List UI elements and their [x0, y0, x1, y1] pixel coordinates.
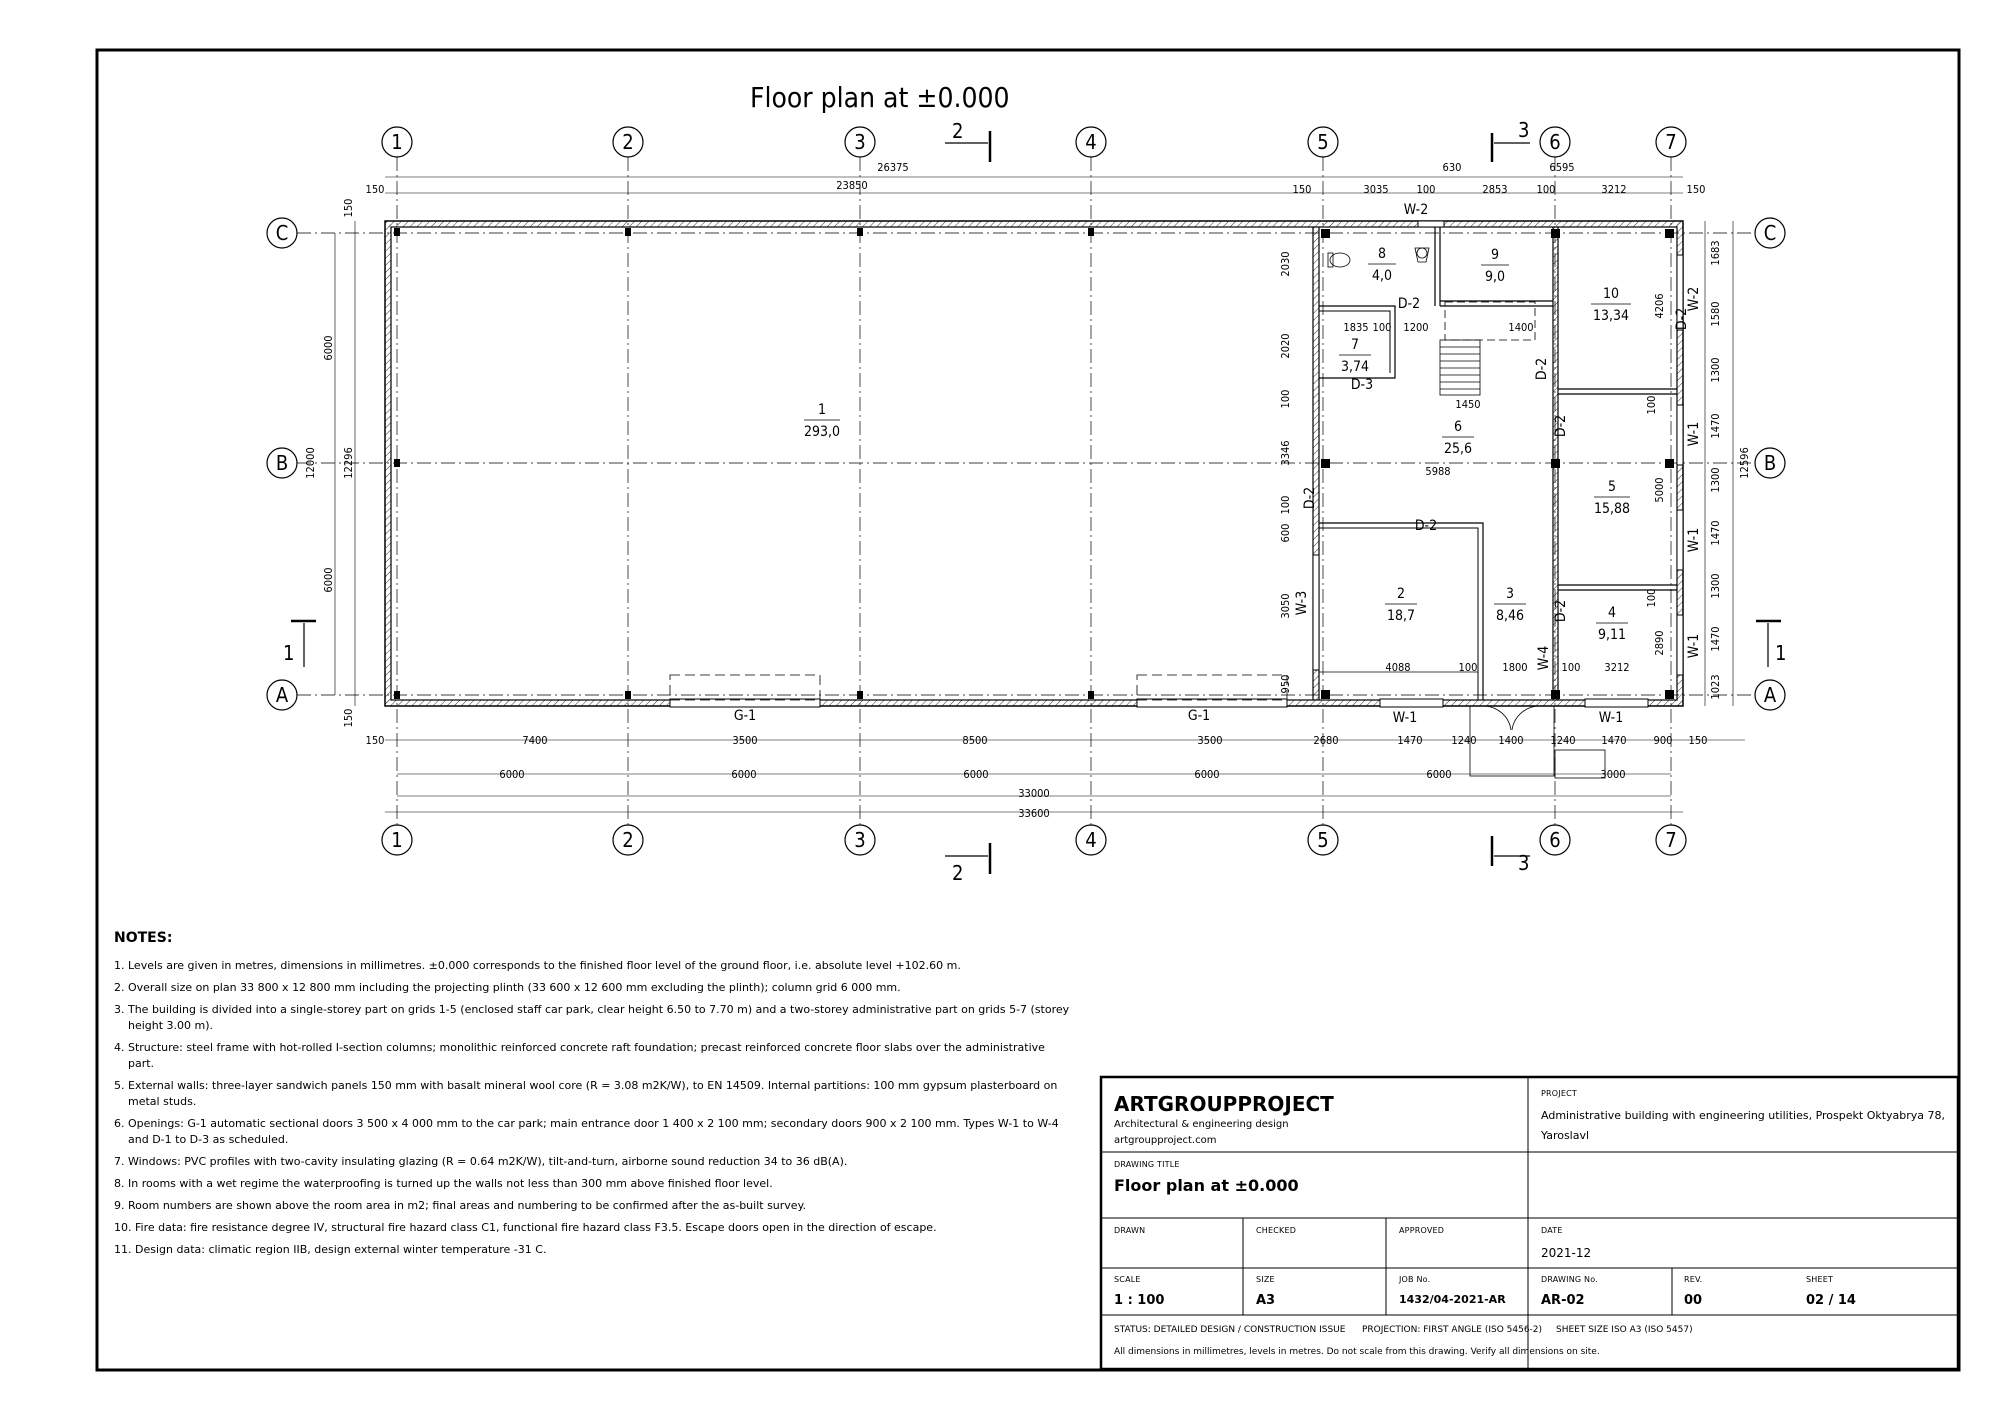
opening-w4: W-4: [1536, 645, 1552, 671]
svg-text:1300: 1300: [1709, 357, 1722, 383]
svg-text:25,6: 25,6: [1443, 441, 1473, 457]
svg-text:26375: 26375: [877, 161, 909, 174]
svg-text:100: 100: [1279, 495, 1292, 515]
svg-text:1400: 1400: [1508, 321, 1534, 334]
project-label: PROJECT: [1541, 1089, 1577, 1098]
sheet-value: 02 / 14: [1806, 1293, 1856, 1308]
axis-C-left: [267, 218, 297, 248]
svg-text:4: 4: [1607, 605, 1617, 621]
opening-w3: W-3: [1294, 590, 1310, 616]
dims-right: [1653, 240, 1751, 699]
axis-5-top: [1308, 127, 1338, 157]
axis-7-top: [1656, 127, 1686, 157]
svg-text:4: 4: [1085, 130, 1097, 154]
columns: [394, 228, 1674, 699]
svg-text:A: A: [1763, 683, 1777, 707]
svg-text:4: 4: [1085, 828, 1097, 852]
projection-text: PROJECTION: FIRST ANGLE (ISO 5456-2): [1362, 1325, 1543, 1335]
svg-text:6: 6: [1549, 130, 1561, 154]
rev-value: 00: [1684, 1293, 1703, 1308]
axis-5-bottom: [1308, 825, 1338, 855]
svg-text:9: 9: [1490, 247, 1500, 263]
grid-lines: [297, 157, 1755, 825]
job-label: JOB No.: [1399, 1275, 1431, 1284]
svg-text:A: A: [275, 683, 289, 707]
svg-text:8500: 8500: [962, 734, 988, 747]
svg-text:3: 3: [854, 828, 866, 852]
svg-text:C: C: [1763, 221, 1777, 245]
status-text: STATUS: DETAILED DESIGN / CONSTRUCTION ISSUE: [1114, 1325, 1346, 1335]
axis-1-top: [382, 127, 412, 157]
svg-text:600: 600: [1279, 523, 1292, 543]
svg-text:5000: 5000: [1653, 477, 1666, 503]
section-mark-2-top: 2: [952, 119, 964, 143]
axis-C-right: [1755, 218, 1785, 248]
drawing-title-value: Floor plan at ±0.000: [1114, 1176, 1299, 1195]
svg-text:3212: 3212: [1604, 661, 1630, 674]
project-line-2: Yaroslavl: [1541, 1129, 1590, 1142]
svg-text:7: 7: [1665, 828, 1677, 852]
room-2: [1385, 586, 1417, 624]
svg-text:C: C: [275, 221, 289, 245]
notes-title: NOTES:: [114, 930, 173, 946]
svg-text:6000: 6000: [963, 768, 989, 781]
svg-text:7: 7: [1350, 337, 1360, 353]
svg-text:5: 5: [1607, 479, 1617, 495]
svg-text:12296: 12296: [342, 447, 355, 479]
svg-text:293,0: 293,0: [803, 424, 841, 440]
date-label: DATE: [1541, 1226, 1563, 1235]
svg-text:8: 8: [1377, 246, 1387, 262]
svg-text:3,74: 3,74: [1340, 359, 1370, 375]
gate-swings: [670, 675, 1287, 700]
svg-text:1450: 1450: [1455, 398, 1481, 411]
date-value: 2021-12: [1541, 1246, 1592, 1260]
svg-text:B: B: [275, 451, 289, 475]
svg-text:1683: 1683: [1709, 240, 1722, 266]
axis-7-bottom: [1656, 825, 1686, 855]
svg-text:5: 5: [1317, 828, 1329, 852]
svg-text:23850: 23850: [836, 179, 868, 192]
note-item: 10. Fire data: fire resistance degree IV, structural fire hazard class C1, functional fire hazard class F3.5. Escape doors open in the direction of escape.: [114, 1221, 937, 1234]
opening-d2-a: D-2: [1397, 296, 1421, 312]
svg-text:12596: 12596: [1738, 447, 1751, 479]
svg-text:3212: 3212: [1601, 183, 1627, 196]
drawing-title-label: DRAWING TITLE: [1114, 1160, 1180, 1169]
svg-text:2680: 2680: [1313, 734, 1339, 747]
svg-text:150: 150: [1686, 183, 1706, 196]
svg-text:3: 3: [1505, 586, 1515, 602]
drawn-label: DRAWN: [1114, 1226, 1146, 1235]
dims-top: [366, 161, 1706, 196]
opening-w1-d: W-1: [1686, 527, 1702, 553]
svg-text:1470: 1470: [1601, 734, 1627, 747]
svg-text:630: 630: [1442, 161, 1462, 174]
svg-text:2030: 2030: [1279, 251, 1292, 277]
svg-text:3346: 3346: [1279, 440, 1292, 466]
opening-d2-f: D-2: [1302, 486, 1318, 510]
svg-text:6000: 6000: [322, 567, 335, 593]
svg-text:2890: 2890: [1653, 630, 1666, 656]
company-website: artgroupproject.com: [1114, 1135, 1217, 1146]
svg-text:1800: 1800: [1502, 661, 1528, 674]
svg-text:150: 150: [1688, 734, 1708, 747]
rev-label: REV.: [1684, 1275, 1703, 1284]
drawing-title: Floor plan at ±0.000: [750, 81, 1010, 114]
drawing-no-label: DRAWING No.: [1541, 1275, 1598, 1284]
svg-text:7400: 7400: [522, 734, 548, 747]
opening-g1-a: G-1: [733, 708, 757, 724]
svg-text:3000: 3000: [1600, 768, 1626, 781]
svg-text:150: 150: [342, 198, 355, 218]
room-6: [1442, 419, 1474, 457]
axis-6-top: [1540, 127, 1570, 157]
note-item: 4. Structure: steel frame with hot-rolled I-section columns; monolithic reinforced concrete raft foundation; precast reinforced concrete floor slabs over the administrative part.: [114, 1041, 1045, 1070]
section-mark-3-bottom: 3: [1518, 851, 1530, 875]
room-4: [1596, 605, 1628, 643]
opening-w2-b: W-2: [1686, 286, 1702, 312]
room-9: [1481, 247, 1509, 285]
svg-text:1470: 1470: [1709, 413, 1722, 439]
svg-text:15,88: 15,88: [1593, 501, 1631, 517]
axis-A-left: [267, 680, 297, 710]
dimension-lines: [335, 177, 1745, 812]
svg-text:100: 100: [1279, 389, 1292, 409]
svg-text:2: 2: [622, 130, 634, 154]
svg-text:1: 1: [817, 402, 827, 418]
disclaimer-text: All dimensions in millimetres, levels in metres. Do not scale from this drawing. Verify all dimensions on site.: [1114, 1347, 1600, 1357]
axis-4-top: [1076, 127, 1106, 157]
opening-w2-a: W-2: [1403, 202, 1429, 218]
svg-text:1470: 1470: [1397, 734, 1423, 747]
note-item: 9. Room numbers are shown above the room area in m2; final areas and numbering to be confirmed after the as-built survey.: [114, 1199, 807, 1212]
opening-d2-d: D-2: [1553, 599, 1569, 623]
axis-2-top: [613, 127, 643, 157]
opening-d2-b: D-2: [1534, 357, 1550, 381]
svg-text:4088: 4088: [1385, 661, 1411, 674]
drawing-no-value: AR-02: [1541, 1293, 1585, 1308]
svg-text:9,11: 9,11: [1597, 627, 1627, 643]
svg-text:1470: 1470: [1709, 520, 1722, 546]
svg-text:5988: 5988: [1425, 465, 1451, 478]
svg-text:2853: 2853: [1482, 183, 1508, 196]
room-1: [804, 402, 840, 440]
svg-text:33600: 33600: [1018, 807, 1050, 820]
company-name: ARTGROUPPROJECT: [1114, 1092, 1334, 1116]
svg-text:3035: 3035: [1363, 183, 1389, 196]
note-item: 2. Overall size on plan 33 800 x 12 800 mm including the projecting plinth (33 600 x 12 600 mm excluding the plinth); column grid 6 000 mm.: [114, 981, 901, 994]
note-item: 3. The building is divided into a single-storey part on grids 1-5 (enclosed staff car park, clear height 6.50 to 7.70 m) and a two-storey administrative part on grids 5-7 (storey height 3.00 m).: [114, 1003, 1070, 1032]
opening-d2-e: D-2: [1674, 307, 1690, 331]
note-item: 8. In rooms with a wet regime the waterproofing is turned up the walls not less than 300 mm above finished floor level.: [114, 1177, 773, 1190]
opening-w1-e: W-1: [1686, 633, 1702, 659]
svg-text:33000: 33000: [1018, 787, 1050, 800]
svg-text:4,0: 4,0: [1371, 268, 1393, 284]
svg-text:3050: 3050: [1279, 593, 1292, 619]
svg-text:150: 150: [1292, 183, 1312, 196]
svg-text:150: 150: [365, 734, 385, 747]
axis-4-bottom: [1076, 825, 1106, 855]
opening-d3: D-3: [1350, 377, 1374, 393]
room-10: [1591, 286, 1631, 324]
svg-text:100: 100: [1561, 661, 1581, 674]
svg-text:100: 100: [1536, 183, 1556, 196]
axis-1-bottom: [382, 825, 412, 855]
section-mark-2-bottom: 2: [952, 861, 964, 885]
room-7: [1339, 337, 1371, 375]
svg-text:6: 6: [1453, 419, 1463, 435]
svg-text:1: 1: [391, 130, 403, 154]
svg-text:3500: 3500: [1197, 734, 1223, 747]
room-3: [1494, 586, 1526, 624]
svg-text:10: 10: [1602, 286, 1620, 302]
svg-text:1: 1: [391, 828, 403, 852]
south-openings: [670, 221, 1683, 707]
building-walls: [385, 221, 1683, 706]
note-item: 5. External walls: three-layer sandwich panels 150 mm with basalt mineral wool core (R = 3.08 m2K/W), to EN 14509. Internal partitions: 100 mm gypsum plasterboard on metal studs.: [114, 1079, 1058, 1108]
svg-text:18,7: 18,7: [1386, 608, 1416, 624]
svg-text:6000: 6000: [499, 768, 525, 781]
svg-text:1200: 1200: [1403, 321, 1429, 334]
svg-text:2: 2: [1396, 586, 1406, 602]
room-5: [1594, 479, 1630, 517]
job-value: 1432/04-2021-AR: [1399, 1293, 1506, 1306]
svg-text:1240: 1240: [1550, 734, 1576, 747]
svg-text:3: 3: [854, 130, 866, 154]
note-item: 1. Levels are given in metres, dimensions in millimetres. ±0.000 corresponds to the finished floor level of the ground floor, i.e. absolute level +102.60 m.: [114, 959, 961, 972]
svg-text:13,34: 13,34: [1592, 308, 1630, 324]
opening-w1-c: W-1: [1686, 421, 1702, 447]
svg-text:150: 150: [365, 183, 385, 196]
svg-text:950: 950: [1279, 674, 1292, 694]
stair: [1440, 302, 1535, 395]
sheet-size-text: SHEET SIZE ISO A3 (ISO 5457): [1556, 1325, 1693, 1335]
axis-B-right: [1755, 448, 1785, 478]
svg-text:6000: 6000: [731, 768, 757, 781]
svg-text:1400: 1400: [1498, 734, 1524, 747]
section-mark-1-right: 1: [1775, 641, 1787, 665]
svg-text:1300: 1300: [1709, 467, 1722, 493]
entrance-porch: [1470, 706, 1605, 778]
svg-text:6000: 6000: [1426, 768, 1452, 781]
svg-text:7: 7: [1665, 130, 1677, 154]
note-item: 6. Openings: G-1 automatic sectional doors 3 500 x 4 000 mm to the car park; main entrance door 1 400 x 2 100 mm; secondary doors 900 x 2 100 mm. Types W-1 to W-4 and D-1 to D-3 as scheduled.: [114, 1117, 1059, 1146]
opening-d2-c: D-2: [1553, 414, 1569, 438]
svg-text:9,0: 9,0: [1484, 269, 1506, 285]
svg-text:8,46: 8,46: [1495, 608, 1525, 624]
axis-A-right: [1755, 680, 1785, 710]
svg-text:900: 900: [1653, 734, 1673, 747]
checked-label: CHECKED: [1256, 1226, 1297, 1235]
svg-text:6000: 6000: [322, 335, 335, 361]
room-8: [1368, 246, 1396, 284]
opening-d2-g: D-2: [1414, 518, 1438, 534]
note-item: 7. Windows: PVC profiles with two-cavity insulating glazing (R = 0.64 m2K/W), tilt-and-turn, airborne sound reduction 34 to 36 dB(A).: [114, 1155, 848, 1168]
svg-text:2020: 2020: [1279, 333, 1292, 359]
svg-text:1300: 1300: [1709, 573, 1722, 599]
svg-text:100: 100: [1645, 395, 1658, 415]
svg-text:6: 6: [1549, 828, 1561, 852]
axis-3-bottom: [845, 825, 875, 855]
svg-text:6595: 6595: [1549, 161, 1575, 174]
sheet-label: SHEET: [1806, 1275, 1834, 1284]
scale-label: SCALE: [1114, 1275, 1141, 1284]
svg-text:3500: 3500: [732, 734, 758, 747]
notes-section: [114, 930, 1074, 1264]
svg-text:2: 2: [622, 828, 634, 852]
section-mark-3-top: 3: [1518, 118, 1530, 142]
axis-3-top: [845, 127, 875, 157]
svg-text:B: B: [1763, 451, 1777, 475]
company-subtitle: Architectural & engineering design: [1114, 1119, 1289, 1130]
svg-text:100: 100: [1645, 588, 1658, 608]
note-item: 11. Design data: climatic region IIB, design external winter temperature -31 C.: [114, 1243, 547, 1256]
svg-text:1240: 1240: [1451, 734, 1477, 747]
svg-text:1835: 1835: [1343, 321, 1369, 334]
svg-text:5: 5: [1317, 130, 1329, 154]
wall-hatching: [385, 221, 1683, 706]
axis-B-left: [267, 448, 297, 478]
svg-text:12000: 12000: [304, 447, 317, 479]
axis-2-bottom: [613, 825, 643, 855]
svg-text:100: 100: [1416, 183, 1436, 196]
size-label: SIZE: [1256, 1275, 1275, 1284]
approved-label: APPROVED: [1399, 1226, 1445, 1235]
opening-w1-b: W-1: [1598, 710, 1624, 726]
project-line-1: Administrative building with engineering utilities, Prospekt Oktyabrya 78,: [1541, 1109, 1946, 1122]
svg-text:1023: 1023: [1709, 674, 1722, 700]
svg-text:100: 100: [1458, 661, 1478, 674]
svg-text:6000: 6000: [1194, 768, 1220, 781]
axis-6-bottom: [1540, 825, 1570, 855]
svg-text:1470: 1470: [1709, 626, 1722, 652]
svg-text:1580: 1580: [1709, 301, 1722, 327]
opening-g1-b: G-1: [1187, 708, 1211, 724]
svg-text:100: 100: [1372, 321, 1392, 334]
svg-text:150: 150: [342, 708, 355, 728]
opening-w1-a: W-1: [1392, 710, 1418, 726]
section-mark-1-left: 1: [283, 641, 295, 665]
scale-value: 1 : 100: [1114, 1293, 1165, 1308]
svg-text:4206: 4206: [1653, 293, 1666, 319]
size-value: A3: [1256, 1293, 1276, 1308]
dims-bottom: [366, 734, 1708, 820]
